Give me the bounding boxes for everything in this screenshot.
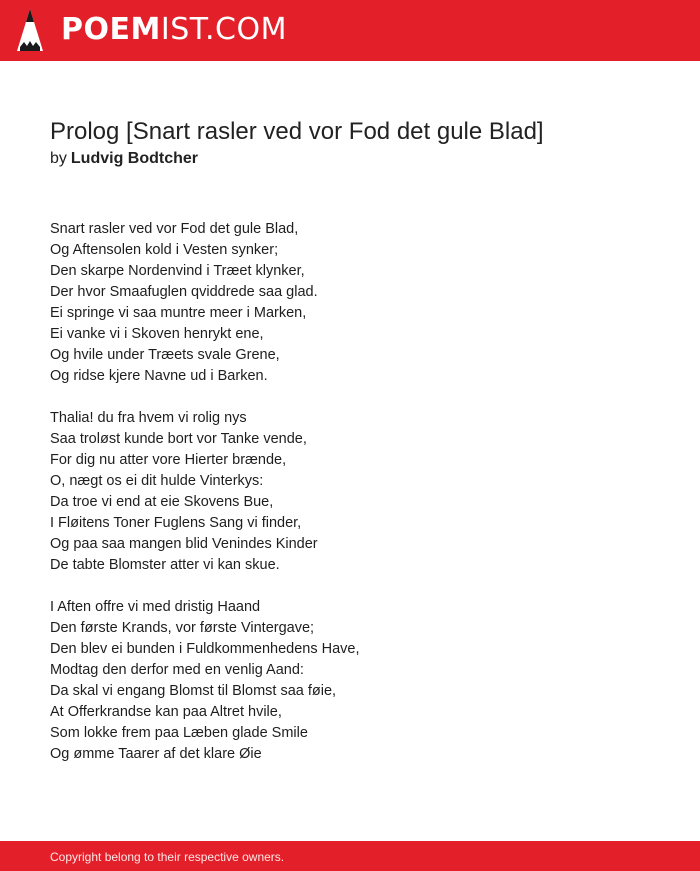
logo-light-text: IST.COM (160, 12, 287, 47)
poem-line: Thalia! du fra hvem vi rolig nys (50, 410, 247, 426)
poem-line: Modtag den derfor med en venlig Aand: (50, 662, 304, 678)
poem-line: De tabte Blomster atter vi kan skue. (50, 557, 280, 573)
poem-line: O, nægt os ei dit hulde Vinterkys: (50, 473, 264, 489)
poem-line: Ei springe vi saa muntre meer i Marken, (50, 305, 307, 321)
poem-line: Ei vanke vi i Skoven henrykt ene, (50, 326, 264, 342)
poem-title: Prolog [Snart rasler ved vor Fod det gule Blad] (50, 118, 544, 145)
copyright-notice: Copyright belong to their respective owners. (50, 850, 285, 864)
poem-line: Som lokke frem paa Læben glade Smile (50, 725, 308, 741)
poem-line: Og Aftensolen kold i Vesten synker; (50, 242, 279, 258)
poem-line: I Fløitens Toner Fuglens Sang vi finder, (50, 515, 302, 531)
poem-line: Og paa saa mangen blid Venindes Kinder (50, 536, 318, 552)
stanza (50, 408, 360, 576)
byline (50, 149, 198, 169)
poem-line: Og ridse kjere Navne ud i Barken. (50, 368, 268, 384)
poem-line: Den første Krands, vor første Vintergave; (50, 620, 315, 636)
poem-line: Der hvor Smaafuglen qviddrede saa glad. (50, 284, 318, 300)
poem-line: For dig nu atter vore Hierter brænde, (50, 452, 287, 468)
stanza (50, 597, 360, 765)
poem-line: Saa troløst kunde bort vor Tanke vende, (50, 431, 307, 447)
author-name[interactable]: Ludvig Bodtcher (70, 150, 199, 167)
poem-line: Den blev ei bunden i Fuldkommenhedens Have, (50, 641, 360, 657)
poem-line: I Aften offre vi med dristig Haand (50, 599, 261, 615)
poem-body (50, 219, 360, 786)
poem-line: Da troe vi end at eie Skovens Bue, (50, 494, 274, 510)
poem-line: Og hvile under Træets svale Grene, (50, 347, 280, 363)
site-footer (0, 841, 700, 871)
poem-line: Og ømme Taarer af det klare Øie (50, 746, 262, 762)
pencil-tip-icon (17, 9, 43, 51)
logo-bold-text: POEM (61, 12, 161, 47)
by-label: by (50, 150, 67, 167)
poem-line: Snart rasler ved vor Fod det gule Blad, (50, 221, 299, 237)
poem-line: Den skarpe Nordenvind i Træet klynker, (50, 263, 305, 279)
poem-line: Da skal vi engang Blomst til Blomst saa føie, (50, 683, 337, 699)
stanza (50, 219, 360, 387)
site-header (0, 0, 700, 61)
poem-line: At Offerkrandse kan paa Altret hvile, (50, 704, 282, 720)
site-logo[interactable] (61, 12, 287, 48)
